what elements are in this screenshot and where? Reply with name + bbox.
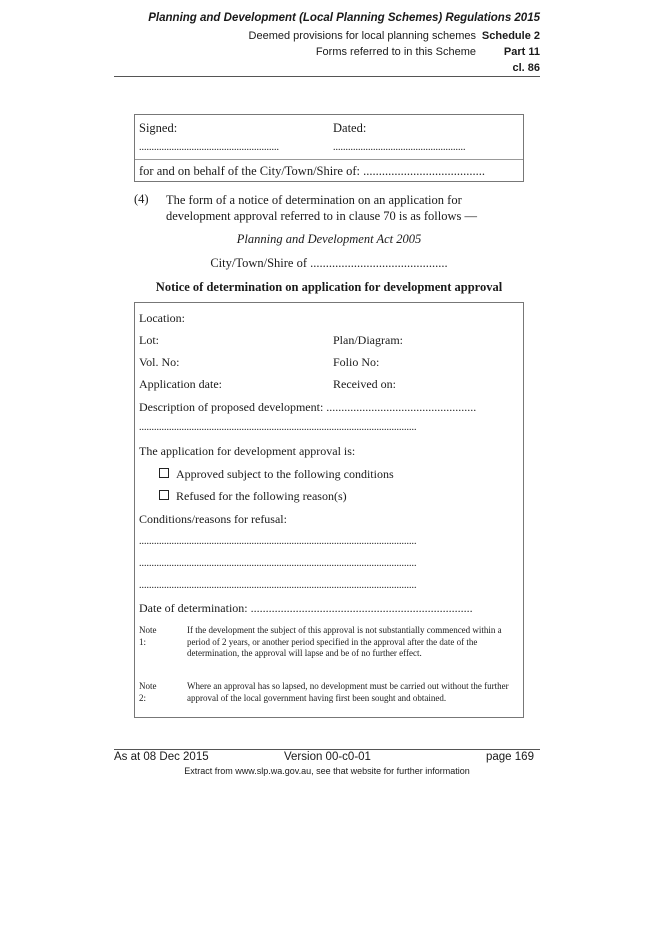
- footer-page-number: page 169: [486, 751, 534, 763]
- running-header-row-2: [114, 46, 540, 58]
- city-line: City/Town/Shire of ............................................: [210, 256, 448, 270]
- conditions-label: Conditions/reasons for refusal:: [139, 512, 287, 526]
- footer-date: As at 08 Dec 2015: [114, 751, 209, 763]
- refused-option: [159, 489, 347, 504]
- signed-label: Signed:: [139, 121, 178, 135]
- dated-label: Dated:: [333, 121, 367, 135]
- header-division-label: Deemed provisions for local planning schemes: [248, 30, 476, 42]
- lot-label: Lot:: [139, 333, 159, 347]
- approved-checkbox-icon: [159, 468, 169, 478]
- header-divider: [114, 76, 540, 77]
- application-status-label: The application for development approval is:: [139, 444, 356, 458]
- footer-extract-note: Extract from www.slp.wa.gov.au, see that website for further information: [184, 766, 470, 776]
- received-label: Received on:: [333, 377, 396, 391]
- running-header-row-3: [114, 62, 540, 74]
- signed-dots: ........................................................: [139, 142, 279, 153]
- conditions-dotline-2: ...............................................................................................................: [139, 558, 417, 569]
- date-of-determination-label: Date of determination: ..........................................................................: [139, 601, 473, 615]
- description-dotline: ...............................................................................................................: [139, 422, 417, 433]
- footer-version: Version 00-c0-01: [284, 751, 371, 763]
- note-1-text: If the development the subject of this approval is not substantially commenced within a period of 2 years, or another period specified in the approval after the date of the determination, the approval will lapse and be of no further effect.: [187, 625, 502, 658]
- plan-label: Plan/Diagram:: [333, 333, 403, 347]
- header-schedule-label: Schedule 2: [481, 30, 540, 42]
- header-part-label: Part 11: [503, 46, 540, 58]
- footer-divider: [114, 749, 540, 750]
- vol-label: Vol. No:: [139, 355, 180, 369]
- description-label: Description of proposed development: ..................................................: [139, 400, 477, 414]
- clause-text: The form of a notice of determination on an application for development approval referred to in clause 70 is as follows —: [166, 193, 478, 223]
- header-part-name: Forms referred to in this Scheme: [315, 46, 476, 58]
- refused-label: Refused for the following reason(s): [176, 489, 347, 503]
- location-label: Location:: [139, 311, 185, 325]
- signature-divider: [135, 159, 523, 160]
- note-2-text: Where an approval has so lapsed, no development must be carried out without the further approval of the local government having first been sought and obtained.: [187, 681, 509, 703]
- approved-label: Approved subject to the following conditions: [176, 467, 394, 481]
- running-header-title: Planning and Development (Local Planning Schemes) Regulations 2015: [148, 12, 540, 24]
- folio-label: Folio No:: [333, 355, 380, 369]
- notice-title: Notice of determination on application for development approval: [155, 280, 503, 294]
- signature-box: [134, 114, 524, 182]
- act-title: Planning and Development Act 2005: [236, 232, 422, 246]
- clause-number: (4): [134, 192, 149, 206]
- behalf-label: for and on behalf of the City/Town/Shire of: .......................................: [139, 164, 485, 178]
- dated-dots: .....................................................: [333, 142, 466, 153]
- approved-option: [159, 467, 394, 482]
- header-clause-label: cl. 86: [512, 62, 540, 74]
- conditions-dotline-1: ...............................................................................................................: [139, 536, 417, 547]
- note-1-label: Note 1:: [139, 625, 157, 647]
- conditions-dotline-3: ...............................................................................................................: [139, 580, 417, 591]
- refused-checkbox-icon: [159, 490, 169, 500]
- note-2-label: Note 2:: [139, 681, 157, 703]
- determination-form-box: [134, 302, 524, 718]
- application-date-label: Application date:: [139, 377, 222, 391]
- running-header-row-1: [114, 30, 540, 42]
